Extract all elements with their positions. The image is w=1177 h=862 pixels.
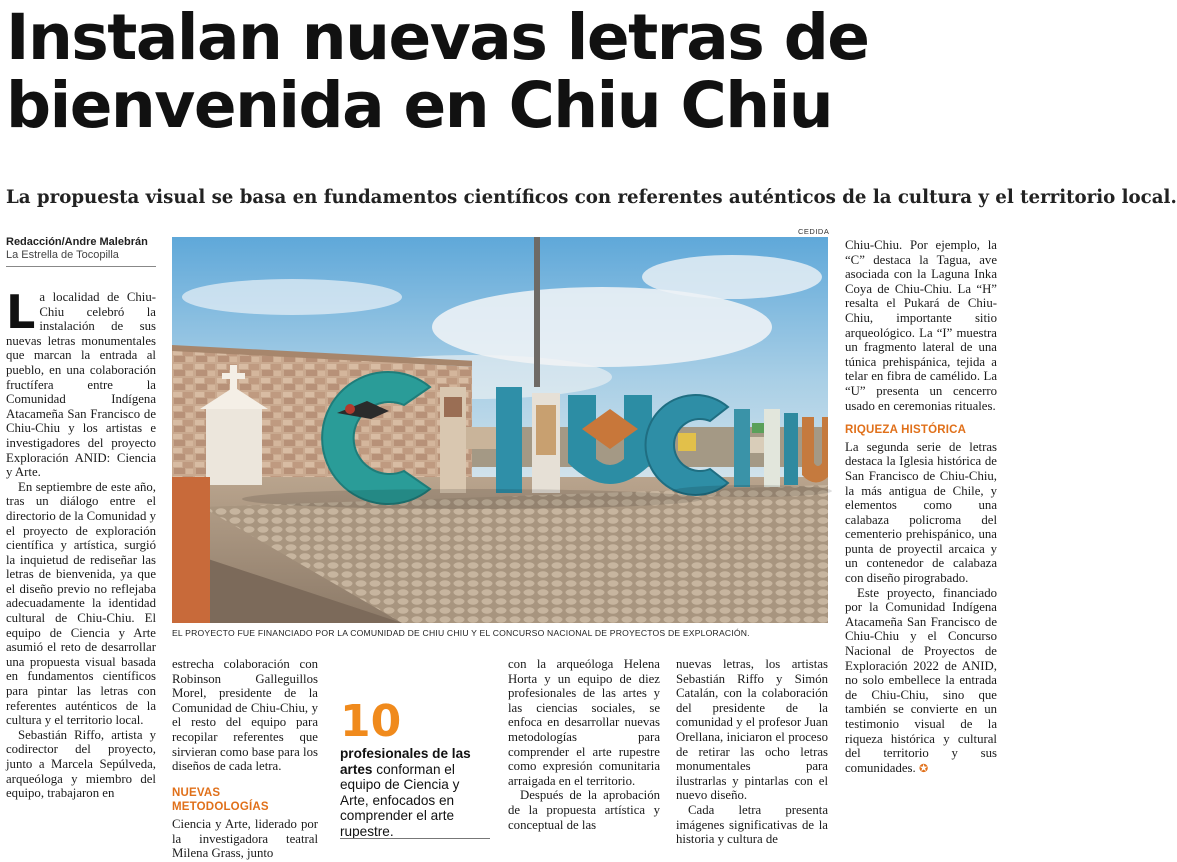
paragraph-5-end: nuevas letras, los artistas Sebastián Riffo y Simón Catalán, con la colaboración del presidente de la comunidad y el profesor Juan Orellana, iniciaron el proceso de retirar las ocho letras monumentales para ilustrarlas y pintarlas con el nuevo diseño. [676, 657, 828, 803]
article-column-1 [6, 285, 156, 862]
pullquote-rule [340, 838, 490, 839]
subheadline: La propuesta visual se basa en fundamentos científicos con referentes auténticos de la cultura y el territorio local. [6, 187, 1177, 208]
byline-publication: La Estrella de Tocopilla [6, 249, 119, 261]
paragraph-6-start: Cada letra presenta imágenes significativas de la historia y cultura de [676, 802, 828, 847]
section-heading-nuevas-metodologias: NUEVAS METODOLOGÍAS [172, 786, 269, 814]
paragraph-5-start: Después de la aprobación de la propuesta artística y conceptual de las [508, 788, 660, 832]
paragraph-6-end: Chiu-Chiu. Por ejemplo, la “C” destaca la Tagua, ave asociada con la Laguna Inka Coya de Chiu-Chiu. La “H” resalta el Pukará de Chiu-Chiu, importante sitio arqueológico. La “I” muestra un fragmento lateral de una túnica prehispánica, tejida a telar en fibra de camélido. La “U” presenta un cencerro usado en ceremonias rituales. [845, 238, 997, 413]
pullquote-bold: profesionales de las artes [340, 746, 471, 777]
article-column-5 [845, 238, 997, 862]
pullquote [340, 696, 490, 839]
paragraph-3-start: Sebastián Riffo, artista y codirector del proyecto, junto a Marcela Sepúlveda, arqueóloga y miembro del equipo, trabajaron en [6, 727, 156, 801]
byline-author: Redacción/Andre Malebrán [6, 236, 148, 248]
paragraph-1 [6, 285, 156, 480]
article-column-4 [676, 657, 828, 862]
byline-rule [6, 266, 156, 267]
article-column-3 [508, 657, 660, 862]
photo-caption: EL PROYECTO FUE FINANCIADO POR LA COMUNIDAD DE CHIU CHIU Y EL CONCURSO NACIONAL DE PROYECTOS DE EXPLORACIÓN. [172, 628, 750, 638]
dropcap: L [6, 285, 36, 339]
paragraph-1-text: a localidad de Chiu-Chiu celebró la instalación de sus nuevas letras monumentales que marcan la entrada al pueblo, en una colaboración fructífera entre la Comunidad Indígena Atacameña San Francisco de Chiu-Chiu y los artistas e investigadores del proyecto Exploración ANID: Ciencia y Arte. [6, 290, 156, 480]
section-heading-riqueza-historica: RIQUEZA HISTÓRICA [845, 424, 967, 437]
pullquote-text [340, 746, 490, 839]
byline [6, 236, 156, 262]
paragraph-3-end: estrecha colaboración con Robinson Galleguillos Morel, presidente de la Comunidad de Chiu-Chiu, y el resto del equipo para recopilar referentes que sirvieran como base para los diseños de cada letra. [172, 657, 318, 774]
paragraph-8 [845, 586, 997, 777]
paragraph-8-text: Este proyecto, financiado por la Comunidad Indígena Atacameña San Francisco de Chiu-Chiu y el Concurso Nacional de Proyectos de Exploración 2022 de ANID, no solo embellece la entrada de Chiu-Chiu, sino que también se convierte en un testimonio visual de la riqueza histórica y cultural del territorio y sus comunidades. [845, 585, 997, 775]
paragraph-4-start: Ciencia y Arte, liderado por la investigadora teatral Milena Grass, junto [172, 816, 318, 861]
pullquote-rest: conforman el equipo de Ciencia y Arte, enfocados en comprender el arte rupestre. [340, 761, 460, 839]
photo-illustration [172, 237, 828, 623]
star-end-icon: ✪ [918, 761, 929, 775]
photo-credit: CEDIDA [798, 227, 830, 236]
article-column-2 [172, 657, 318, 862]
paragraph-2: En septiembre de este año, tras un diálogo entre el directorio de la Comunidad y el proyecto de exploración científica y artística, surgió la inquietud de rediseñar las letras de bienvenida, ya que el diseño previo no reflejaba adecuadamente la identidad cultural de Chiu-Chiu. El equipo de Ciencia y Arte asumió el reto de desarrollar una propuesta visual basada en fundamentos científicos para pintar las letras con referentes auténticos de la cultura y el territorio local. [6, 479, 156, 728]
paragraph-4-end: con la arqueóloga Helena Horta y un equipo de diez profesionales de las artes y las ciencias sociales, se enfoca en desarrollar nuevas metodologías para comprender el arte rupestre como expresión comunitaria arraigada en el territorio. [508, 657, 660, 788]
pullquote-number: 10 [340, 696, 402, 747]
paragraph-7: La segunda serie de letras destaca la Iglesia histórica de San Francisco de Chiu-Chiu, la más antigua de Chile, y elementos como una calabaza policroma del cementerio prehispánico, una punta de proyectil arcaica y un contenedor de calabaza con diseño pirograbado. [845, 439, 997, 586]
headline: Instalan nuevas letras de bienvenida en Chiu Chiu [6, 1, 869, 142]
article-photo [172, 237, 828, 623]
